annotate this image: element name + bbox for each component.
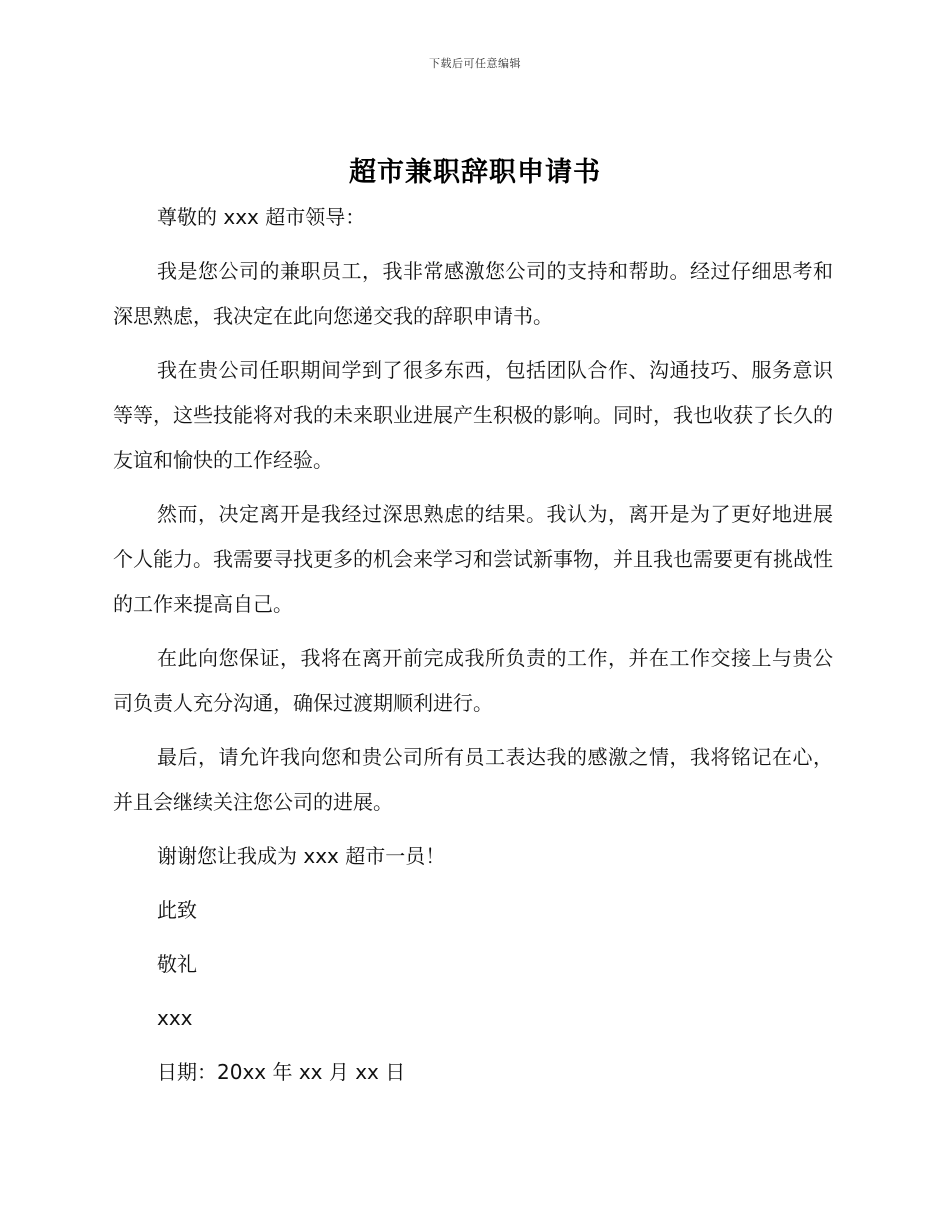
paragraph: 在此向您保证，我将在离开前完成我所负责的工作，并在工作交接上与贵公司负责人充分沟通，确保过渡期顺利进行。 <box>113 646 833 715</box>
paragraph: 最后，请允许我向您和贵公司所有员工表达我的感激之情，我将铭记在心，并且会继续关注您公司的进展。 <box>113 745 833 814</box>
paragraph: 我是您公司的兼职员工，我非常感激您公司的支持和帮助。经过仔细思考和深思熟虑，我决定在此向您递交我的辞职申请书。 <box>113 259 833 328</box>
salutation: 尊敬的 xxx 超市领导： <box>157 205 366 229</box>
signature: xxx <box>157 1006 193 1030</box>
letter-body <box>113 195 833 1104</box>
thanks-line: 谢谢您让我成为 xxx 超市一员！ <box>157 844 446 868</box>
closing-line: 此致 <box>157 898 197 922</box>
date-line: 日期：20xx 年 xx 月 xx 日 <box>157 1060 406 1084</box>
closing-line: 敬礼 <box>157 952 197 976</box>
document-title: 超市兼职辞职申请书 <box>349 157 601 188</box>
paragraph: 然而，决定离开是我经过深思熟虑的结果。我认为，离开是为了更好地进展个人能力。我需要寻找更多的机会来学习和尝试新事物，并且我也需要更有挑战性的工作来提高自己。 <box>113 502 833 616</box>
header-note: 下载后可任意编辑 <box>429 57 521 70</box>
paragraph: 我在贵公司任职期间学到了很多东西，包括团队合作、沟通技巧、服务意识等等，这些技能将对我的未来职业进展产生积极的影响。同时，我也收获了长久的友谊和愉快的工作经验。 <box>113 358 833 472</box>
